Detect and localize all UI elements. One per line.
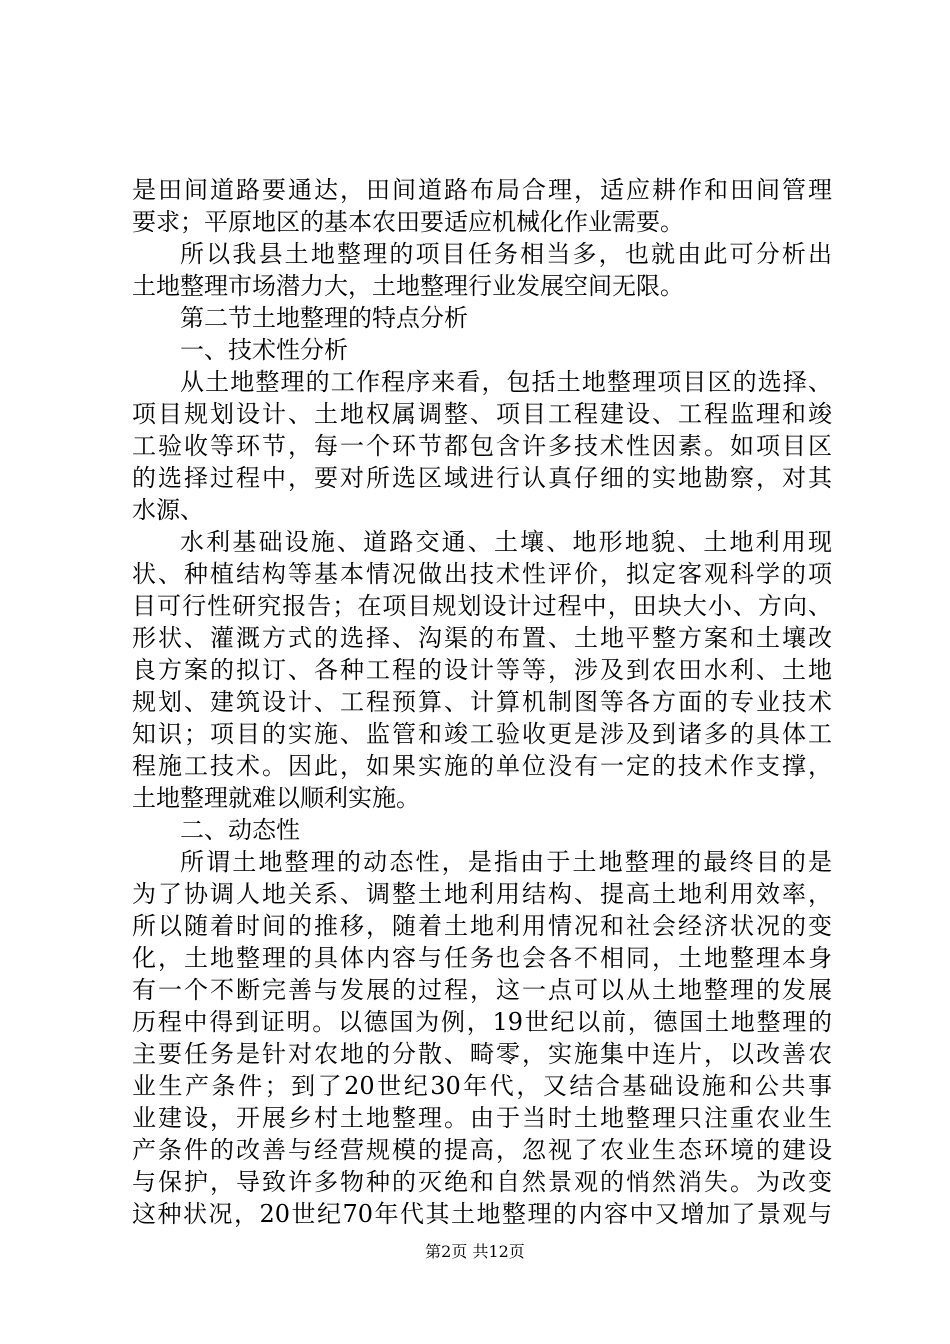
page-footer xyxy=(0,1240,950,1264)
text-line: 业建设，开展乡村土地整理。由于当时土地整理只注重农业生 xyxy=(132,1104,832,1132)
text-line: 形状、灌溉方式的选择、沟渠的布置、土地平整方案和土壤改 xyxy=(132,624,832,652)
text-line: 产条件的改善与经营规模的提高，忽视了农业生态环境的建设 xyxy=(132,1136,832,1164)
text-line: 程施工技术。因此，如果实施的单位没有一定的技术作支撑， xyxy=(132,752,832,780)
document-body xyxy=(132,174,832,1230)
text-line: 所以随着时间的推移，随着土地利用情况和社会经济状况的变 xyxy=(132,912,832,940)
text-line: 主要任务是针对农地的分散、畸零，实施集中连片，以改善农 xyxy=(132,1040,832,1068)
text-line: 土地整理就难以顺利实施。 xyxy=(132,784,420,812)
text-line: 所谓土地整理的动态性，是指由于土地整理的最终目的是 xyxy=(180,848,832,876)
text-line: 二、动态性 xyxy=(180,816,300,844)
text-line: 目可行性研究报告；在项目规划设计过程中，田块大小、方向、 xyxy=(132,592,832,620)
text-line: 所以我县土地整理的项目任务相当多，也就由此可分析出 xyxy=(180,240,832,268)
text-line: 有一个不断完善与发展的过程，这一点可以从土地整理的发展 xyxy=(132,976,832,1004)
text-line: 规划、建筑设计、工程预算、计算机制图等各方面的专业技术 xyxy=(132,688,832,716)
text-line: 业生产条件；到了20世纪30年代，又结合基础设施和公共事 xyxy=(132,1072,832,1100)
page-number-label: 第2页 共12页 xyxy=(425,1242,525,1261)
text-line: 历程中得到证明。以德国为例，19世纪以前，德国土地整理的 xyxy=(132,1008,832,1036)
text-line: 这种状况，20世纪70年代其土地整理的内容中又增加了景观与 xyxy=(132,1200,832,1228)
text-line: 化，土地整理的具体内容与任务也会各不相同，土地整理本身 xyxy=(132,944,832,972)
text-line: 是田间道路要通达，田间道路布局合理，适应耕作和田间管理 xyxy=(132,176,832,204)
text-line: 知识；项目的实施、监管和竣工验收更是涉及到诸多的具体工 xyxy=(132,720,832,748)
text-line: 水源、 xyxy=(132,496,204,524)
text-line: 要求；平原地区的基本农田要适应机械化作业需要。 xyxy=(132,208,684,236)
text-line: 与保护，导致许多物种的灭绝和自然景观的悄然消失。为改变 xyxy=(132,1168,832,1196)
text-line: 工验收等环节，每一个环节都包含许多技术性因素。如项目区 xyxy=(132,432,832,460)
text-line: 第二节土地整理的特点分析 xyxy=(180,304,468,332)
text-line: 的选择过程中，要对所选区域进行认真仔细的实地勘察，对其 xyxy=(132,464,832,492)
text-line: 从土地整理的工作程序来看，包括土地整理项目区的选择、 xyxy=(180,368,832,396)
text-line: 为了协调人地关系、调整土地利用结构、提高土地利用效率， xyxy=(132,880,832,908)
text-line: 良方案的拟订、各种工程的设计等等，涉及到农田水利、土地 xyxy=(132,656,832,684)
text-line: 一、技术性分析 xyxy=(180,336,348,364)
text-line: 水利基础设施、道路交通、土壤、地形地貌、土地利用现 xyxy=(180,528,832,556)
text-line: 土地整理市场潜力大，土地整理行业发展空间无限。 xyxy=(132,272,684,300)
text-line: 状、种植结构等基本情况做出技术性评价，拟定客观科学的项 xyxy=(132,560,832,588)
text-line: 项目规划设计、土地权属调整、项目工程建设、工程监理和竣 xyxy=(132,400,832,428)
